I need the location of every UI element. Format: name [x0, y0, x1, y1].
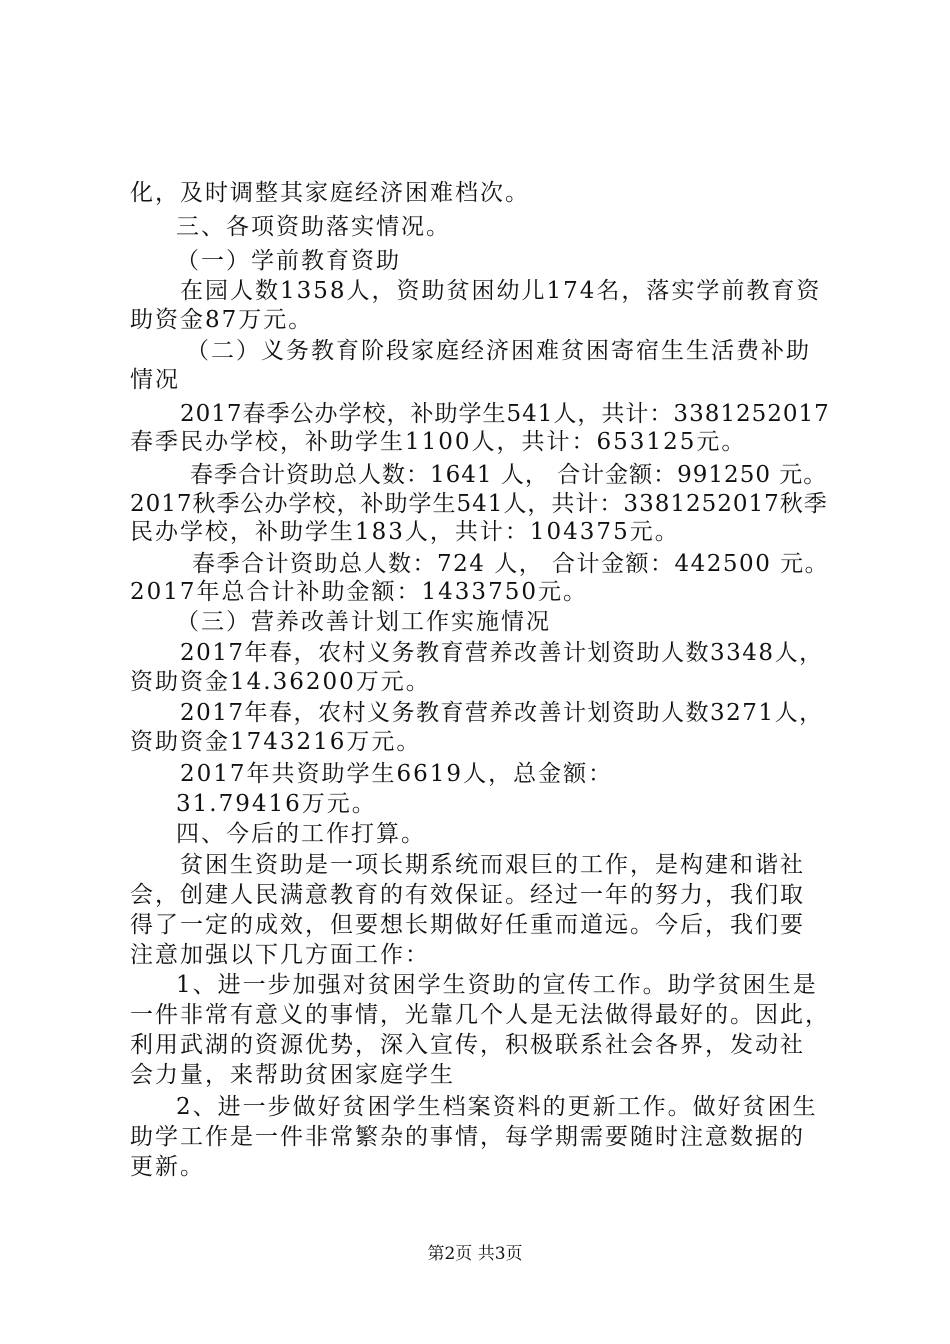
- text-line: 2017年春，农村义务教育营养改善计划资助人数3348人，: [180, 640, 824, 666]
- text-line: 更新。: [130, 1154, 205, 1180]
- text-line: 得了一定的成效，但要想长期做好任重而道远。今后，我们要: [130, 912, 805, 938]
- text-line: 会力量，来帮助贫困家庭学生: [130, 1062, 455, 1088]
- subsection-heading: （一）学前教育资助: [176, 248, 401, 274]
- section-heading: 四、今后的工作打算。: [176, 821, 426, 847]
- text-line: 春季合计资助总人数：1641 人， 合计金额：991250 元。: [190, 462, 828, 488]
- text-line: 会，创建人民满意教育的有效保证。经过一年的努力，我们取: [130, 882, 805, 908]
- subsection-heading: （三）营养改善计划工作实施情况: [176, 609, 551, 635]
- page-footer: 第2页 共3页: [427, 1244, 523, 1264]
- text-line: 资助资金1743216万元。: [130, 729, 422, 755]
- text-line: 2017年总合计补助金额：1433750元。: [130, 579, 588, 605]
- text-line: 1、进一步加强对贫困学生资助的宣传工作。助学贫困生是: [176, 972, 818, 998]
- text-line: 一件非常有意义的事情，光靠几个人是无法做得最好的。因此，: [130, 1002, 830, 1028]
- text-line: 2017春季公办学校，补助学生541人，共计：3381252017: [180, 401, 830, 427]
- text-line: 2、进一步做好贫困学生档案资料的更新工作。做好贫困生: [176, 1094, 818, 1120]
- text-line: 助学工作是一件非常繁杂的事情，每学期需要随时注意数据的: [130, 1124, 805, 1150]
- text-line: 化，及时调整其家庭经济困难档次。: [130, 180, 530, 206]
- text-line: 2017年共资助学生6619人，总金额：: [180, 761, 614, 787]
- text-line: 2017秋季公办学校，补助学生541人，共计：3381252017秋季: [130, 491, 828, 517]
- text-line: 助资金87万元。: [130, 307, 314, 333]
- text-line: 春季合计资助总人数：724 人， 合计金额：442500 元。: [192, 551, 830, 577]
- text-line: 资助资金14.36200万元。: [130, 669, 431, 695]
- text-line: 在园人数1358人，资助贫困幼儿174名，落实学前教育资: [180, 278, 822, 304]
- text-line: 31.79416万元。: [176, 791, 377, 817]
- text-line: 2017年春，农村义务教育营养改善计划资助人数3271人，: [180, 700, 824, 726]
- text-line: 注意加强以下几方面工作：: [130, 942, 430, 968]
- subsection-heading: （二）义务教育阶段家庭经济困难贫困寄宿生生活费补助: [186, 338, 811, 364]
- text-line: 贫困生资助是一项长期系统而艰巨的工作，是构建和谐社: [180, 852, 805, 878]
- text-line: 春季民办学校，补助学生1100人，共计：653125元。: [130, 429, 747, 455]
- text-line: 利用武湖的资源优势，深入宣传，积极联系社会各界，发动社: [130, 1032, 805, 1058]
- section-heading: 三、各项资助落实情况。: [176, 214, 451, 240]
- text-line: 民办学校，补助学生183人，共计：104375元。: [130, 519, 680, 545]
- subsection-heading: 情况: [130, 367, 180, 393]
